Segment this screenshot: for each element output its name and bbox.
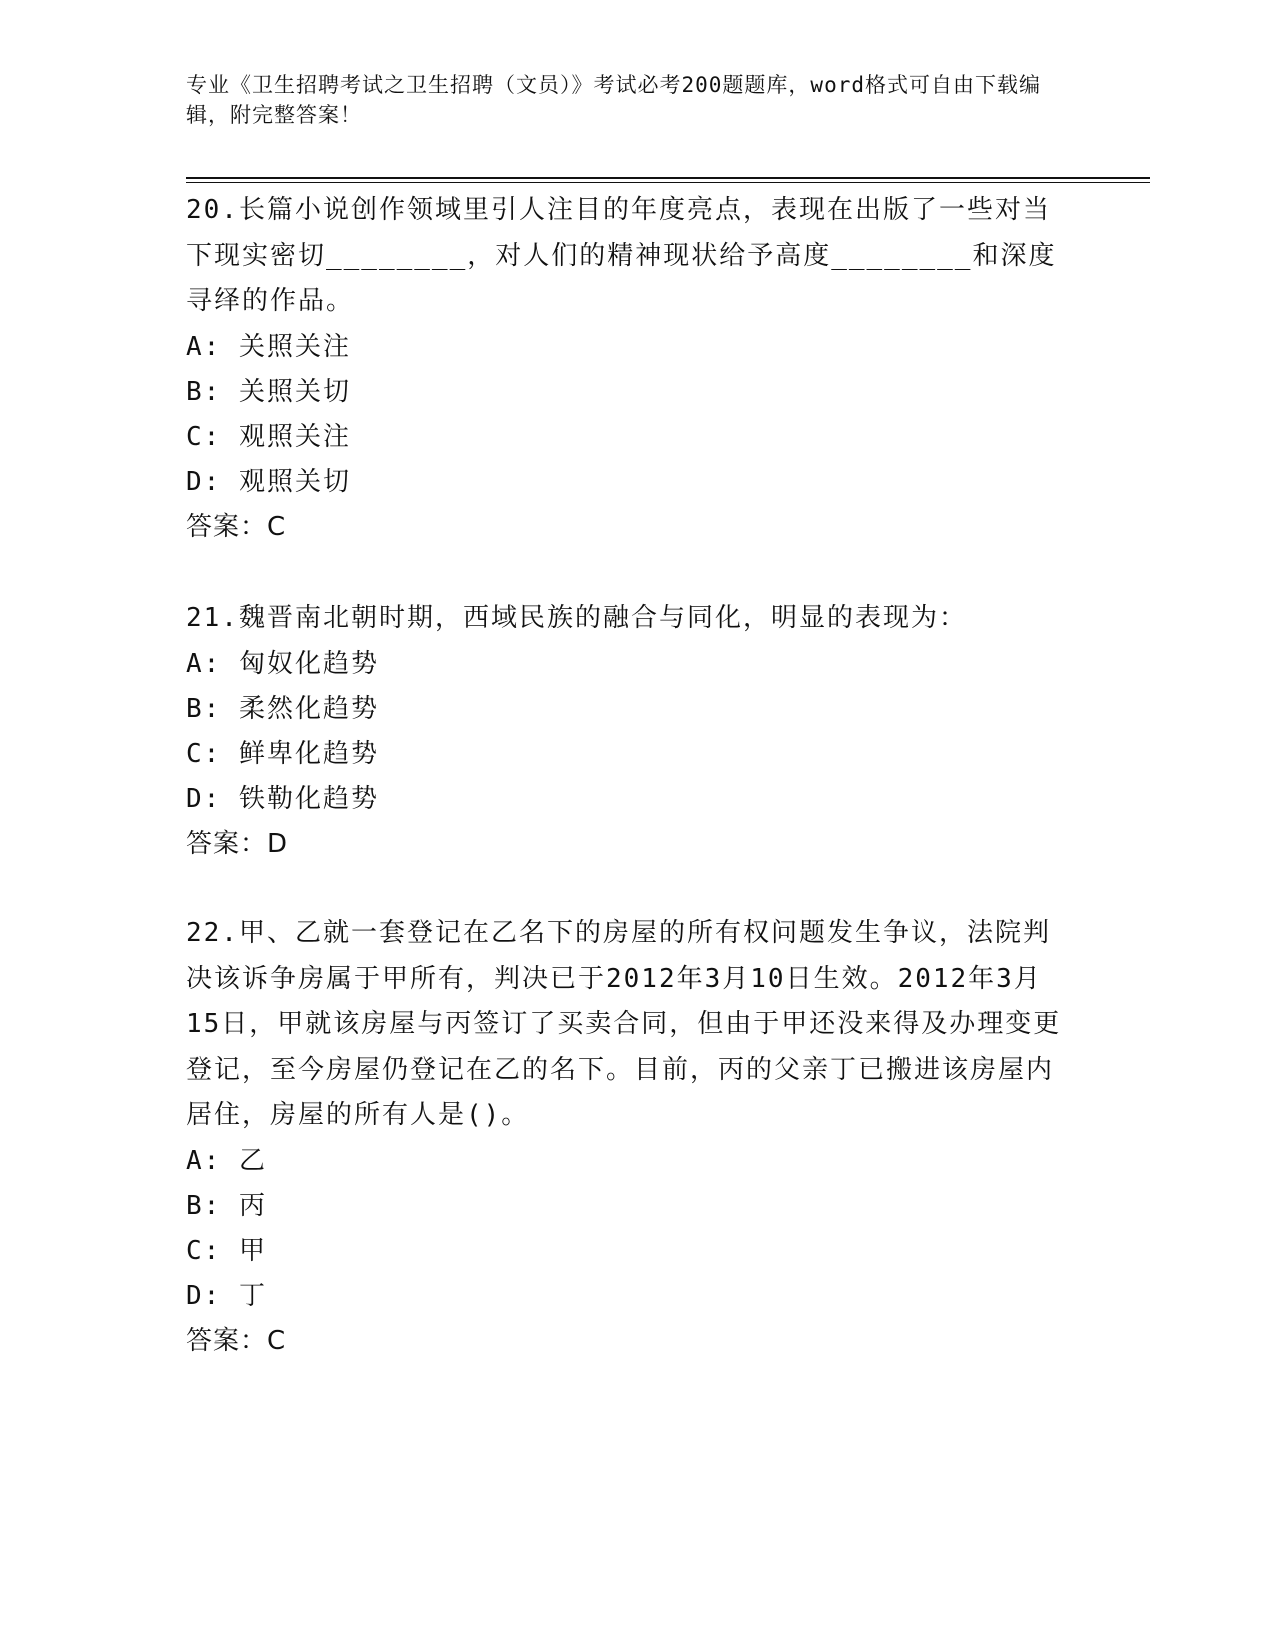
document-header: [186, 70, 1066, 130]
answer-line: 答案：C: [186, 511, 287, 542]
option-b: B: 关照关切: [186, 376, 351, 407]
question-stem: 22.甲、乙就一套登记在乙名下的房屋的所有权问题发生争议，法院判决该诉争房属于甲所有，判决已于2012年3月10日生效。2012年3月15日，甲就该房屋与丙签订了买卖合同，但由于甲还没来得及办理变更登记，至今房屋仍登记在乙的名下。目前，丙的父亲丁已搬进该房屋内居住，房屋的所有人是()。: [186, 918, 1062, 1130]
option-b: B: 丙: [186, 1190, 267, 1221]
question-22: [186, 911, 1066, 1364]
option-a: A: 匈奴化趋势: [186, 648, 379, 679]
header-divider-thin: [186, 182, 1150, 183]
option-c: C: 鲜卑化趋势: [186, 738, 379, 769]
question-20: [186, 188, 1066, 550]
answer-line: 答案：C: [186, 1325, 287, 1356]
option-d: D: 观照关切: [186, 466, 351, 497]
option-d: D: 丁: [186, 1280, 267, 1311]
question-stem: 20.长篇小说创作领域里引人注目的年度亮点，表现在出版了一些对当下现实密切________，对人们的精神现状给予高度________和深度寻绎的作品。: [186, 195, 1057, 316]
question-21: [186, 596, 1066, 867]
option-a: A: 关照关注: [186, 331, 351, 362]
option-c: C: 甲: [186, 1235, 267, 1266]
answer-line: 答案：D: [186, 828, 289, 859]
option-a: A: 乙: [186, 1145, 267, 1176]
option-c: C: 观照关注: [186, 421, 351, 452]
header-divider: [186, 177, 1150, 179]
question-stem: 21.魏晋南北朝时期，西域民族的融合与同化，明显的表现为：: [186, 603, 967, 633]
header-text: 专业《卫生招聘考试之卫生招聘（文员）》考试必考200题题库，word格式可自由下载编辑，附完整答案！: [186, 73, 1041, 127]
option-b: B: 柔然化趋势: [186, 693, 379, 724]
option-d: D: 铁勒化趋势: [186, 783, 379, 814]
